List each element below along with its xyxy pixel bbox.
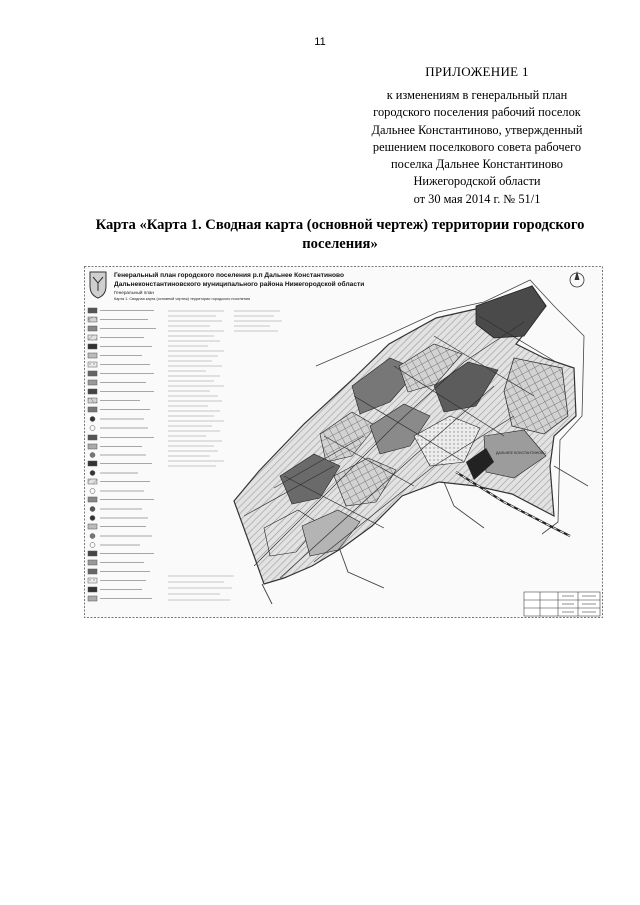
title-block [524,592,600,616]
annex-header [352,64,602,208]
coat-of-arms-icon [90,272,106,298]
page-number: 11 [314,36,326,48]
master-plan-map-drawing [84,266,603,618]
map-caption-line: поселения» [302,236,378,252]
map-title-line: Дальнеконстантиновского муниципального района Нижегородской области [114,281,365,288]
annex-line: Дальнее Константиново, утвержденный [371,122,583,137]
annex-line: городского поселения рабочий поселок [373,105,581,120]
map-caption-line: Карта «Карта 1. Сводная карта (основной чертеж) территории городского [95,217,585,233]
master-plan-map [84,266,603,618]
annex-line: Нижегородской области [413,174,541,189]
annex-line: к изменениям в генеральный план [386,88,568,102]
annex-title: ПРИЛОЖЕНИЕ 1 [425,64,529,79]
map-subtitle: Генеральный план [114,290,154,295]
map-title-line: Генеральный план городского поселения р.п Дальнее Константиново [114,272,345,279]
annex-line: поселка Дальнее Константиново [390,157,564,172]
annex-line: решением поселкового совета рабочего [372,139,582,154]
map-sheet-name: Карта 1. Сводная карта (основной чертеж) территории городского поселения [114,297,251,301]
annex-line: от 30 мая 2014 г. № 51/1 [413,191,541,206]
place-label: ДАЛЬНЕЕ КОНСТАНТИНОВО [496,451,547,455]
map-caption [60,216,620,254]
